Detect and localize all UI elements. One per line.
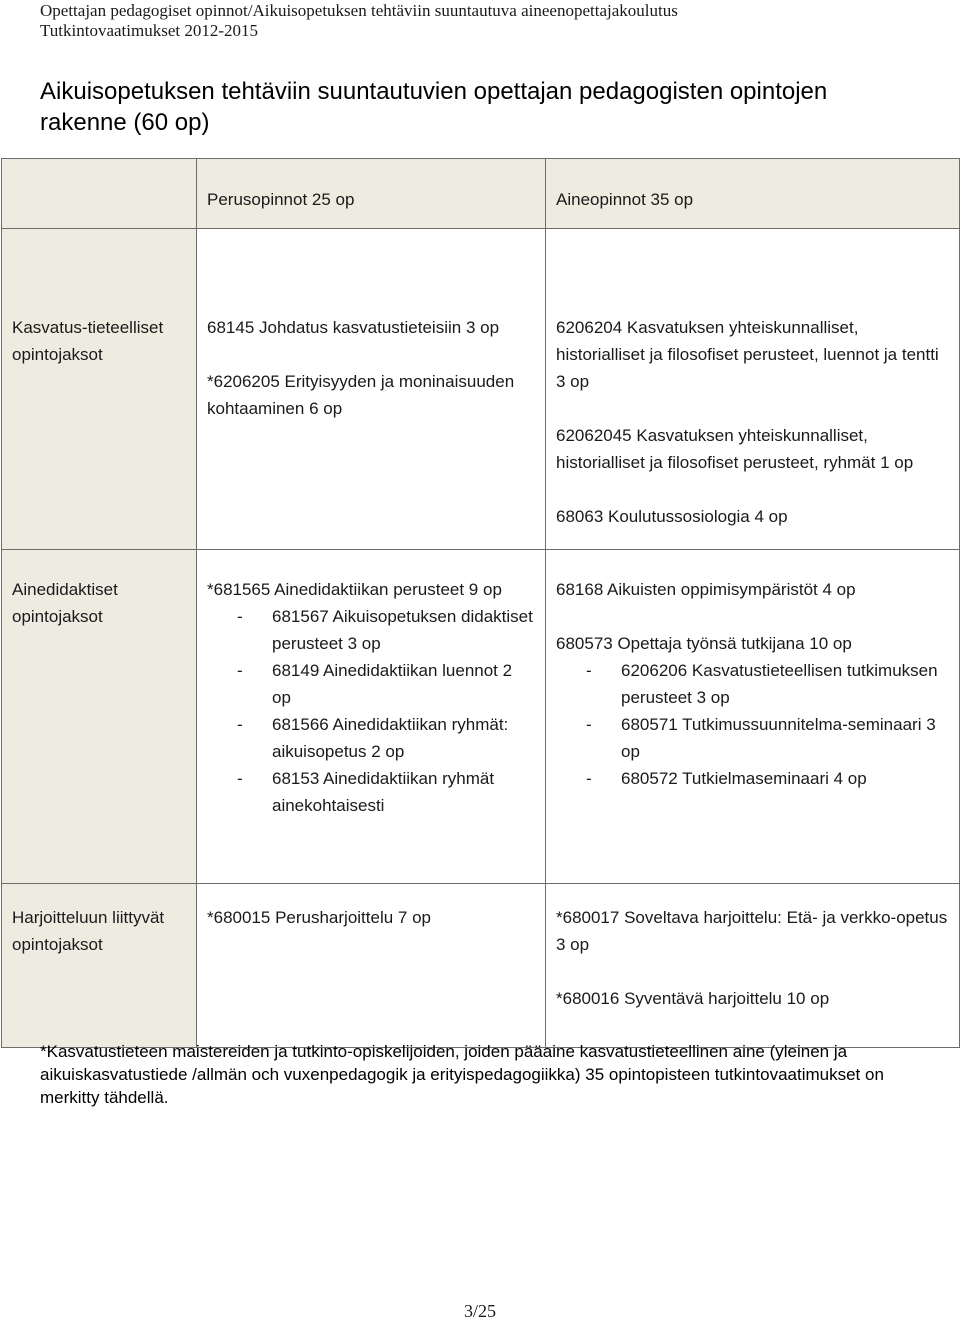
course-entry: 62062045 Kasvatuksen yhteiskunnalliset, historialliset ja filosofiset perusteet, ryhmät 1 op [556, 426, 914, 472]
course-entry: *680016 Syventävä harjoittelu 10 op [556, 989, 830, 1008]
subject-studies-cell [546, 884, 960, 1048]
row-label-cell [2, 884, 197, 1048]
study-structure-table [1, 158, 960, 1048]
row-label-cell [2, 550, 197, 884]
list-item: - 680572 Tutkielmaseminaari 4 op [576, 765, 949, 792]
table-header-row [2, 159, 960, 229]
document-title: Aikuisopetuksen tehtäviin suuntautuvien opettajan pedagogisten opintojen rakenne (60 op) [40, 78, 828, 136]
header-subject-label: Aineopinnot 35 op [556, 190, 694, 209]
course-entry: 6206204 Kasvatuksen yhteiskunnalliset, historialliset ja filosofiset perusteet, luennot ja tentti 3 op [556, 318, 939, 391]
table-row-educational-science [2, 229, 960, 550]
course-entry: *6206205 Erityisyyden ja moninaisuuden kohtaaminen 6 op [207, 372, 515, 418]
list-item: - 681567 Aikuisopetuksen didaktiset perusteet 3 op [227, 603, 535, 657]
course-entry: 68168 Aikuisten oppimisympäristöt 4 op [556, 580, 856, 599]
header-subject-studies [546, 159, 960, 229]
subject-studies-cell [546, 550, 960, 884]
basic-studies-cell [197, 550, 546, 884]
table-row-practice [2, 884, 960, 1048]
list-item: - 68149 Ainedidaktiikan luennot 2 op [227, 657, 535, 711]
course-entry: 68145 Johdatus kasvatustieteisiin 3 op [207, 318, 500, 337]
basic-studies-cell [197, 884, 546, 1048]
list-item: - 681566 Ainedidaktiikan ryhmät: aikuisopetus 2 op [227, 711, 535, 765]
row-label-educational-science: Kasvatus-tieteelliset opintojaksot [12, 318, 164, 364]
course-entry: 68063 Koulutussosiologia 4 op [556, 507, 788, 526]
sub-course-list [207, 603, 535, 819]
course-entry: *681565 Ainedidaktiikan perusteet 9 op [207, 580, 502, 599]
list-item: - 680571 Tutkimussuunnitelma-seminaari 3 op [576, 711, 949, 765]
row-label-subject-didactics: Ainedidaktiset opintojaksot [12, 580, 118, 626]
course-entry: *680017 Soveltava harjoittelu: Etä- ja verkko-opetus 3 op [556, 908, 948, 954]
page-number: 3/25 [463, 1301, 496, 1321]
row-label-practice: Harjoitteluun liittyvät opintojaksot [12, 908, 165, 954]
list-item: - 6206206 Kasvatustieteellisen tutkimuksen perusteet 3 op [576, 657, 949, 711]
sub-course-list [556, 657, 949, 792]
footnote: *Kasvatustieteen maistereiden ja tutkinto-opiskelijoiden, joiden pääaine kasvatustieteellinen aine (yleinen ja aikuiskasvatustiede /allmän och vuxenpedagogik ja erityispedagogiikka) 35 opintopisteen tutkintovaatimukset on merkitty tähdellä. [40, 1042, 884, 1107]
list-item: - 68153 Ainedidaktiikan ryhmät ainekohtaisesti [227, 765, 535, 819]
header-basic-studies [197, 159, 546, 229]
running-header-requirements: Tutkintovaatimukset 2012-2015 [40, 21, 259, 40]
header-basic-label: Perusopinnot 25 op [207, 190, 355, 209]
course-entry: *680015 Perusharjoittelu 7 op [207, 908, 431, 927]
header-corner-cell [2, 159, 197, 229]
table-row-subject-didactics [2, 550, 960, 884]
basic-studies-cell [197, 229, 546, 550]
course-entry: 680573 Opettaja työnsä tutkijana 10 op [556, 634, 852, 653]
running-header-program: Opettajan pedagogiset opinnot/Aikuisopetuksen tehtäviin suuntautuva aineenopettajakoulutus [40, 1, 678, 20]
row-label-cell [2, 229, 197, 550]
subject-studies-cell [546, 229, 960, 550]
